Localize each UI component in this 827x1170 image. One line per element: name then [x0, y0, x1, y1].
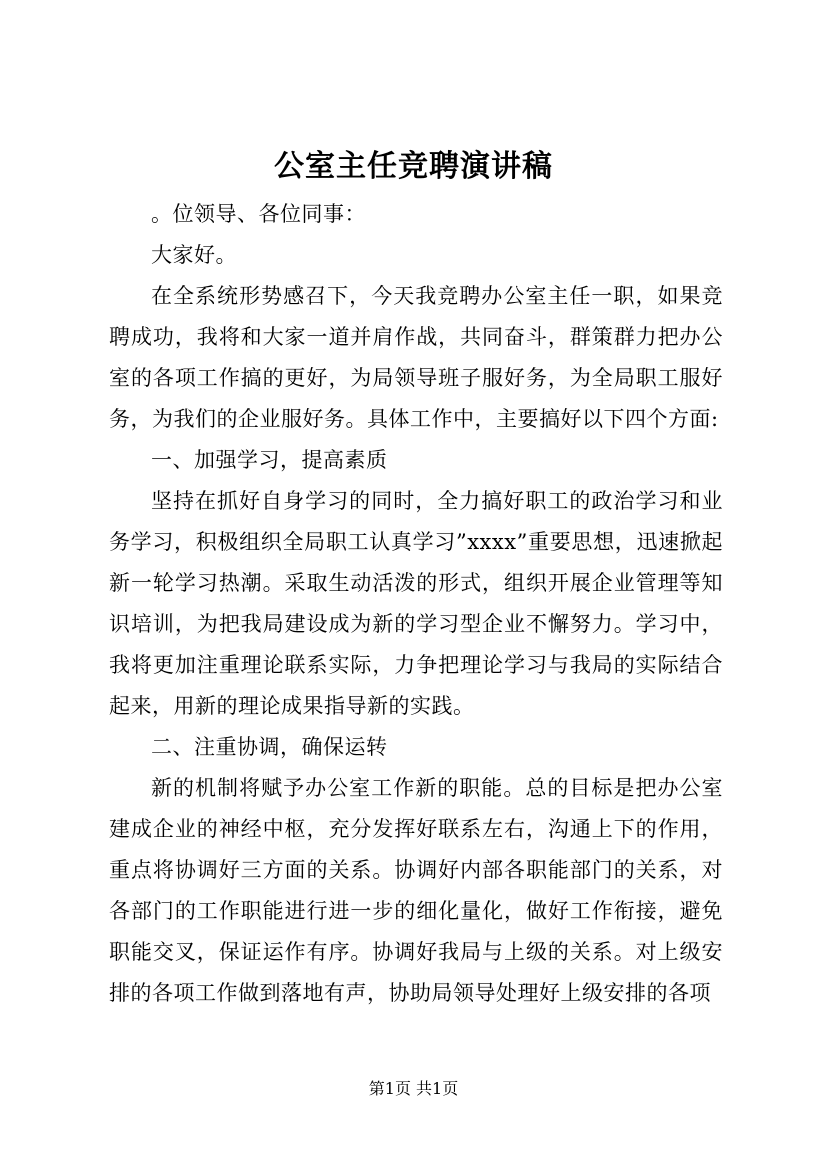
- section-heading-1: 一、加强学习，提高素质: [151, 448, 388, 472]
- salutation-paragraph: 。位领导、各位同事：: [151, 202, 366, 226]
- document-title: 公室主任竞聘演讲稿: [274, 149, 553, 184]
- intro-paragraph: 在全系统形势感召下，今天我竞聘办公室主任一职，如果竞聘成功，我将和大家一道并肩作战，共同奋斗，群策群力把办公室的各项工作搞的更好，为局领导班子服好务，为全局职工服好务，为我们的企业服好务。具体工作中，主要搞好以下四个方面:: [109, 284, 723, 431]
- section-1-paragraph: 坚持在抓好自身学习的同时，全力搞好职工的政治学习和业务学习，积极组织全局职工认真学习”xxxx”重要思想，迅速掀起新一轮学习热潮。采取生动活泼的形式，组织开展企业管理等知识培训，为把我局建设成为新的学习型企业不懈努力。学习中，我将更加注重理论联系实际，力争把理论学习与我局的实际结合起来，用新的理论成果指导新的实践。: [109, 489, 723, 718]
- document-body: [109, 194, 723, 1014]
- section-2-paragraph: 新的机制将赋予办公室工作新的职能。总的目标是把办公室建成企业的神经中枢，充分发挥好联系左右，沟通上下的作用，重点将协调好三方面的关系。协调好内部各职能部门的关系，对各部门的工作职能进行进一步的细化量化，做好工作衔接，避免职能交叉，保证运作有序。协调好我局与上级的关系。对上级安排的各项工作做到落地有声，协助局领导处理好上级安排的各项: [109, 776, 723, 1005]
- section-heading-2: 二、注重协调，确保运转: [151, 735, 388, 759]
- page-footer: 第1页 共1页: [368, 1079, 459, 1098]
- greeting-paragraph: 大家好。: [151, 243, 237, 267]
